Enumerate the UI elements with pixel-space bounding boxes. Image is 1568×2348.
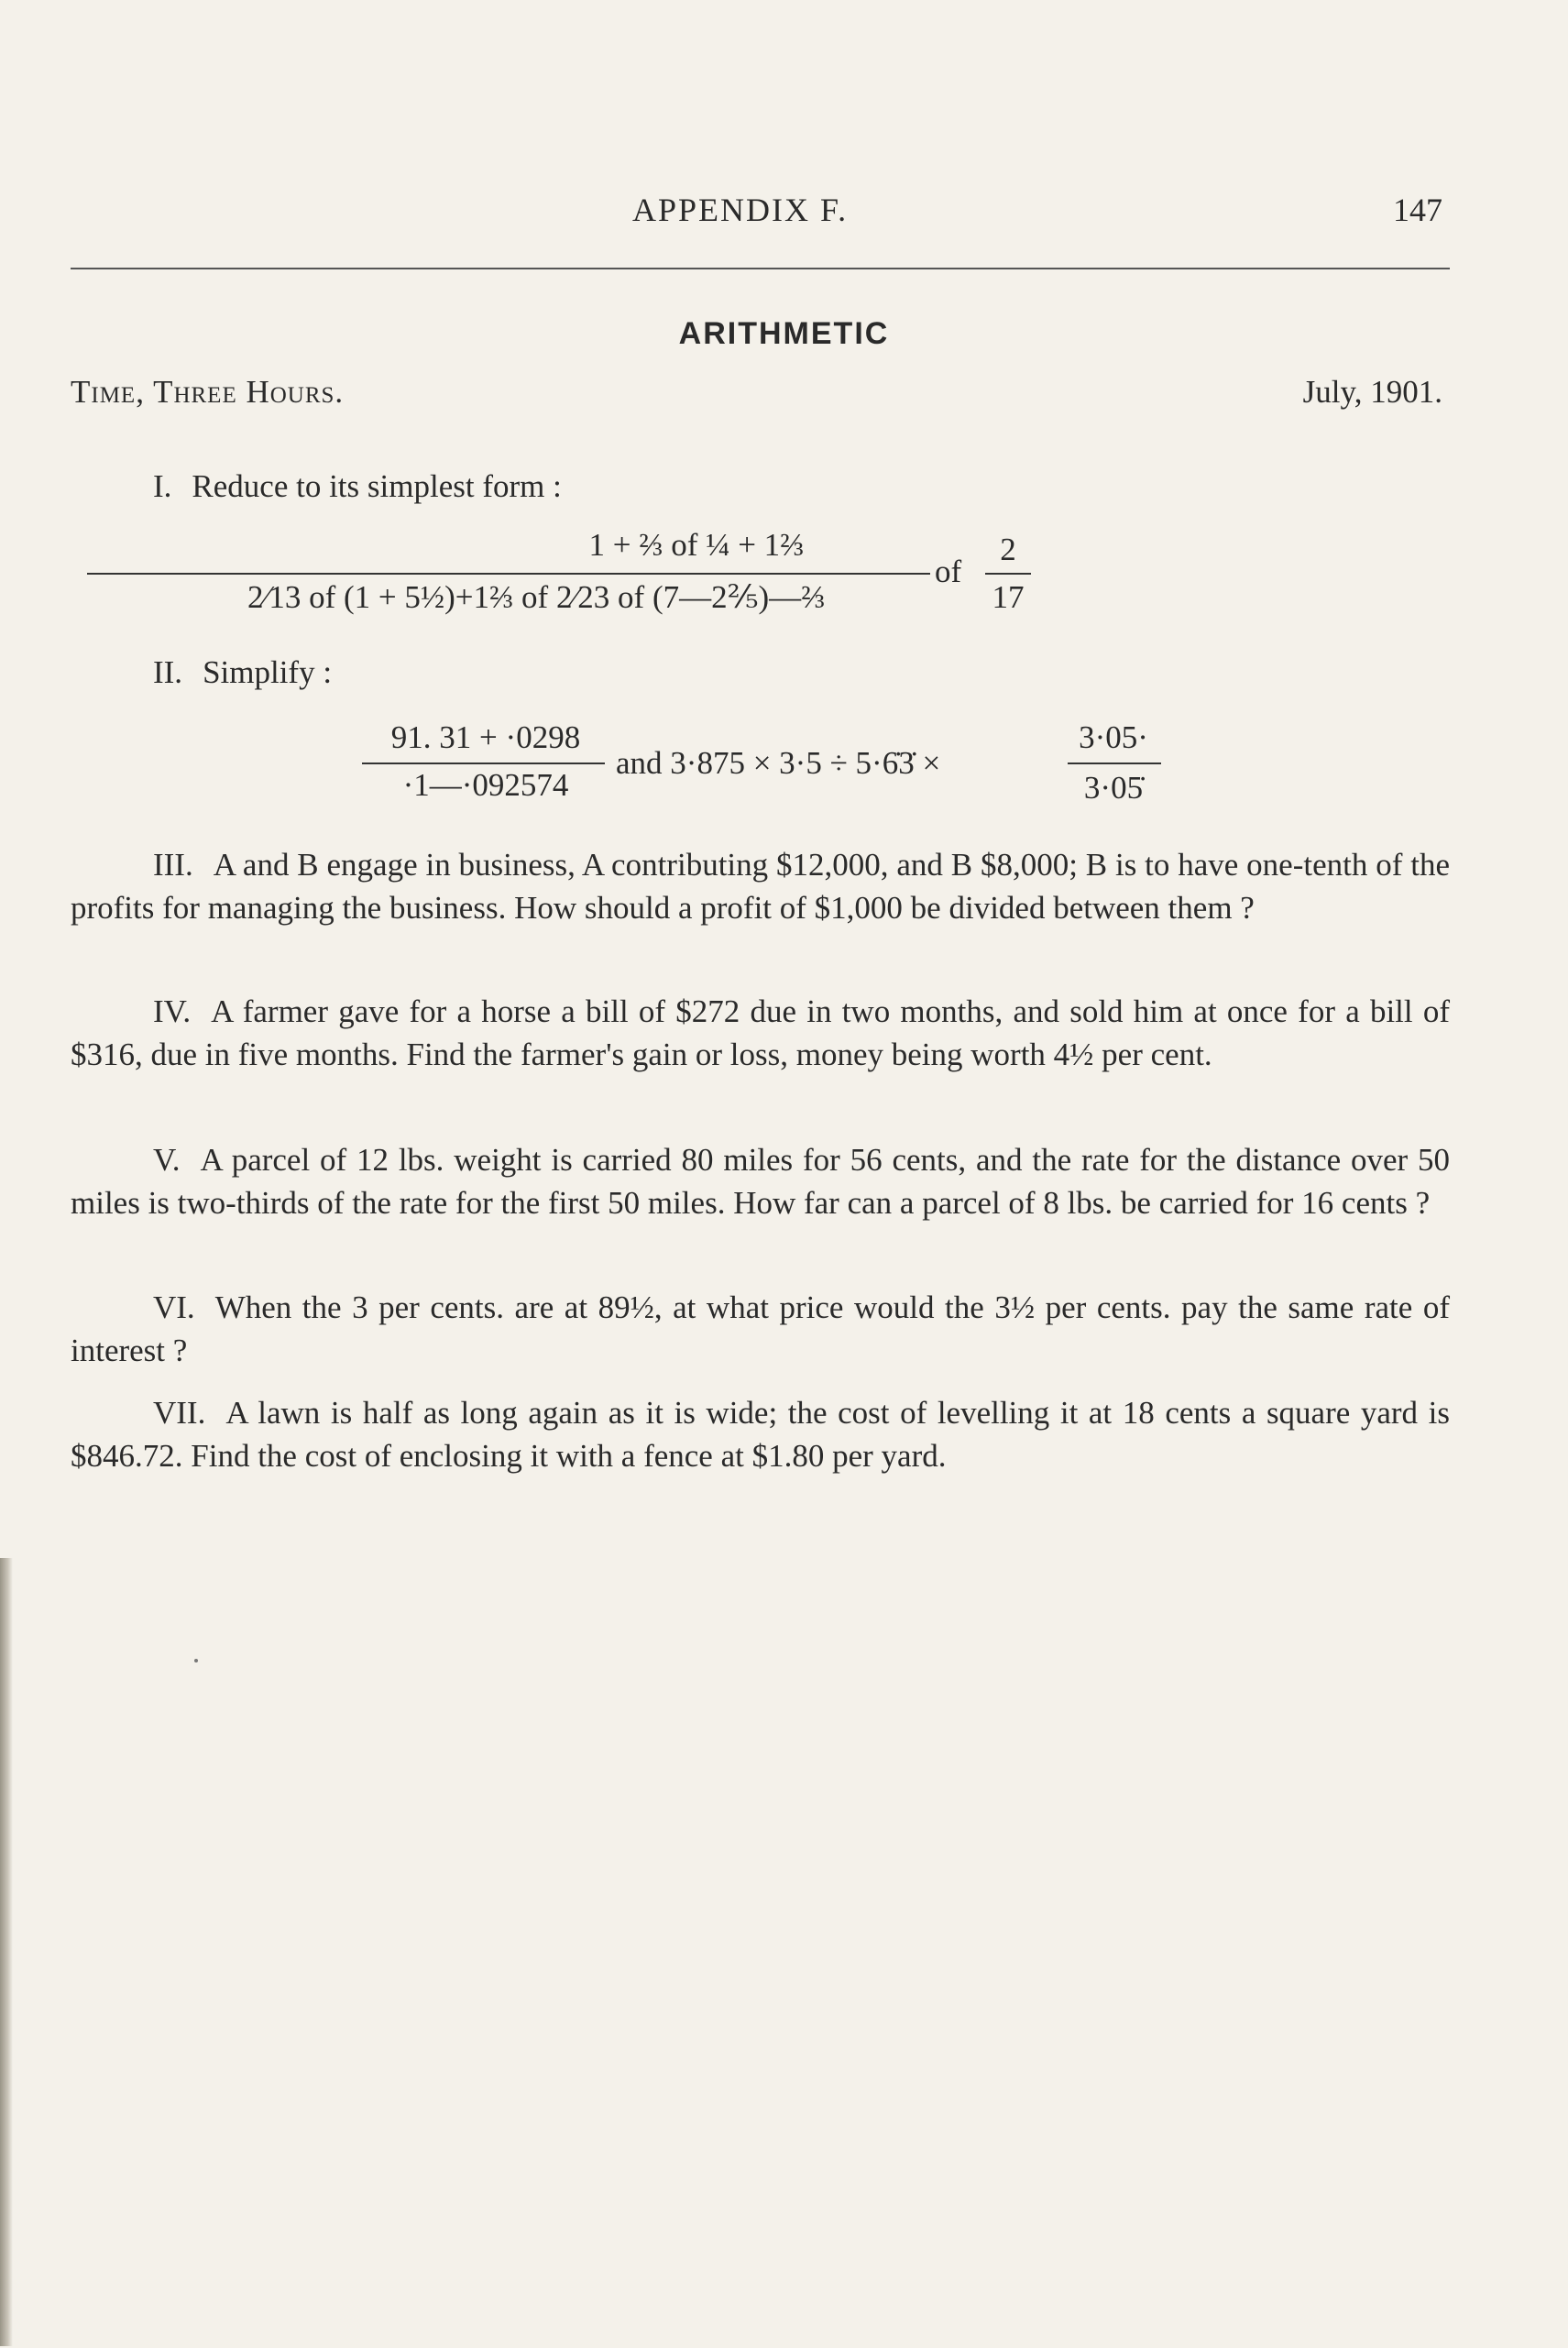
- q2-middle-expression: and 3·875 × 3·5 ÷ 5·6̇3̇ ×: [616, 745, 941, 781]
- question-number: II.: [153, 654, 183, 690]
- q2-left-bar: [362, 763, 605, 764]
- question-6: [71, 1286, 1450, 1372]
- running-head: APPENDIX F.: [632, 192, 849, 228]
- question-3: [71, 843, 1450, 929]
- q1-frac-bar: [985, 573, 1031, 575]
- question-7: [71, 1391, 1450, 1477]
- q1-fraction-bar: [87, 573, 930, 575]
- q1-numerator: 1 + ⅔ of ¼ + 1⅔: [588, 527, 805, 563]
- question-text: A farmer gave for a horse a bill of $272 due in two months, and sold him at once for a bill of $316, due in five months. Find the farmer's gain or loss, money being worth 4½ per cent.: [71, 993, 1450, 1072]
- question-number: VII.: [153, 1395, 206, 1431]
- exam-date: July, 1901.: [1302, 374, 1442, 410]
- q2-left-denominator: ·1—·092574: [402, 767, 569, 803]
- question-number: I.: [153, 468, 172, 504]
- print-speck: [194, 1659, 198, 1662]
- q1-frac-numerator: 2: [1000, 532, 1016, 567]
- page-header: [0, 191, 1568, 246]
- header-rule: [71, 268, 1450, 269]
- q2-right-bar: [1068, 763, 1161, 764]
- question-number: VI.: [153, 1289, 195, 1325]
- question-text: Simplify :: [203, 654, 333, 690]
- question-number: III.: [153, 847, 193, 883]
- question-1-prompt: [71, 465, 1450, 508]
- question-5: [71, 1138, 1450, 1224]
- q2-right-denominator: 3·05̇: [1083, 770, 1144, 806]
- section-title: ARITHMETIC: [678, 316, 890, 351]
- question-4: [71, 990, 1450, 1076]
- q1-of: of: [935, 554, 962, 589]
- q2-right-numerator: 3·05·: [1079, 719, 1148, 755]
- question-text: A and B engage in business, A contributing $12,000, and B $8,000; B is to have one-tenth of the profits for managing the business. How should a profit of $1,000 be divided between them ?: [71, 847, 1450, 926]
- question-text: When the 3 per cents. are at 89½, at what price would the 3½ per cents. pay the same rate of interest ?: [71, 1289, 1450, 1368]
- question-2-prompt: [71, 651, 1450, 694]
- question-text: A lawn is half as long again as it is wide; the cost of levelling it at 18 cents a square yard is $846.72. Find the cost of enclosing it with a fence at $1.80 per yard.: [71, 1395, 1450, 1474]
- question-text: A parcel of 12 lbs. weight is carried 80 miles for 56 cents, and the rate for the distance over 50 miles is two-thirds of the rate for the first 50 miles. How far can a parcel of 8 lbs. be carried for 16 cents ?: [71, 1142, 1450, 1221]
- page-number: 147: [1393, 192, 1442, 228]
- q1-denominator: 2⁄13 of (1 + 5½)+1⅔ of 2⁄23 of (7—2⅖)—⅔: [247, 579, 826, 615]
- q2-left-numerator: 91. 31 + ·0298: [390, 719, 581, 755]
- time-allowed: Time, Three Hours.: [71, 374, 345, 410]
- book-spine-shadow: [0, 1558, 13, 2346]
- question-text: Reduce to its simplest form :: [192, 468, 562, 504]
- question-number: V.: [153, 1142, 181, 1178]
- question-number: IV.: [153, 993, 192, 1029]
- q1-frac-denominator: 17: [992, 579, 1025, 615]
